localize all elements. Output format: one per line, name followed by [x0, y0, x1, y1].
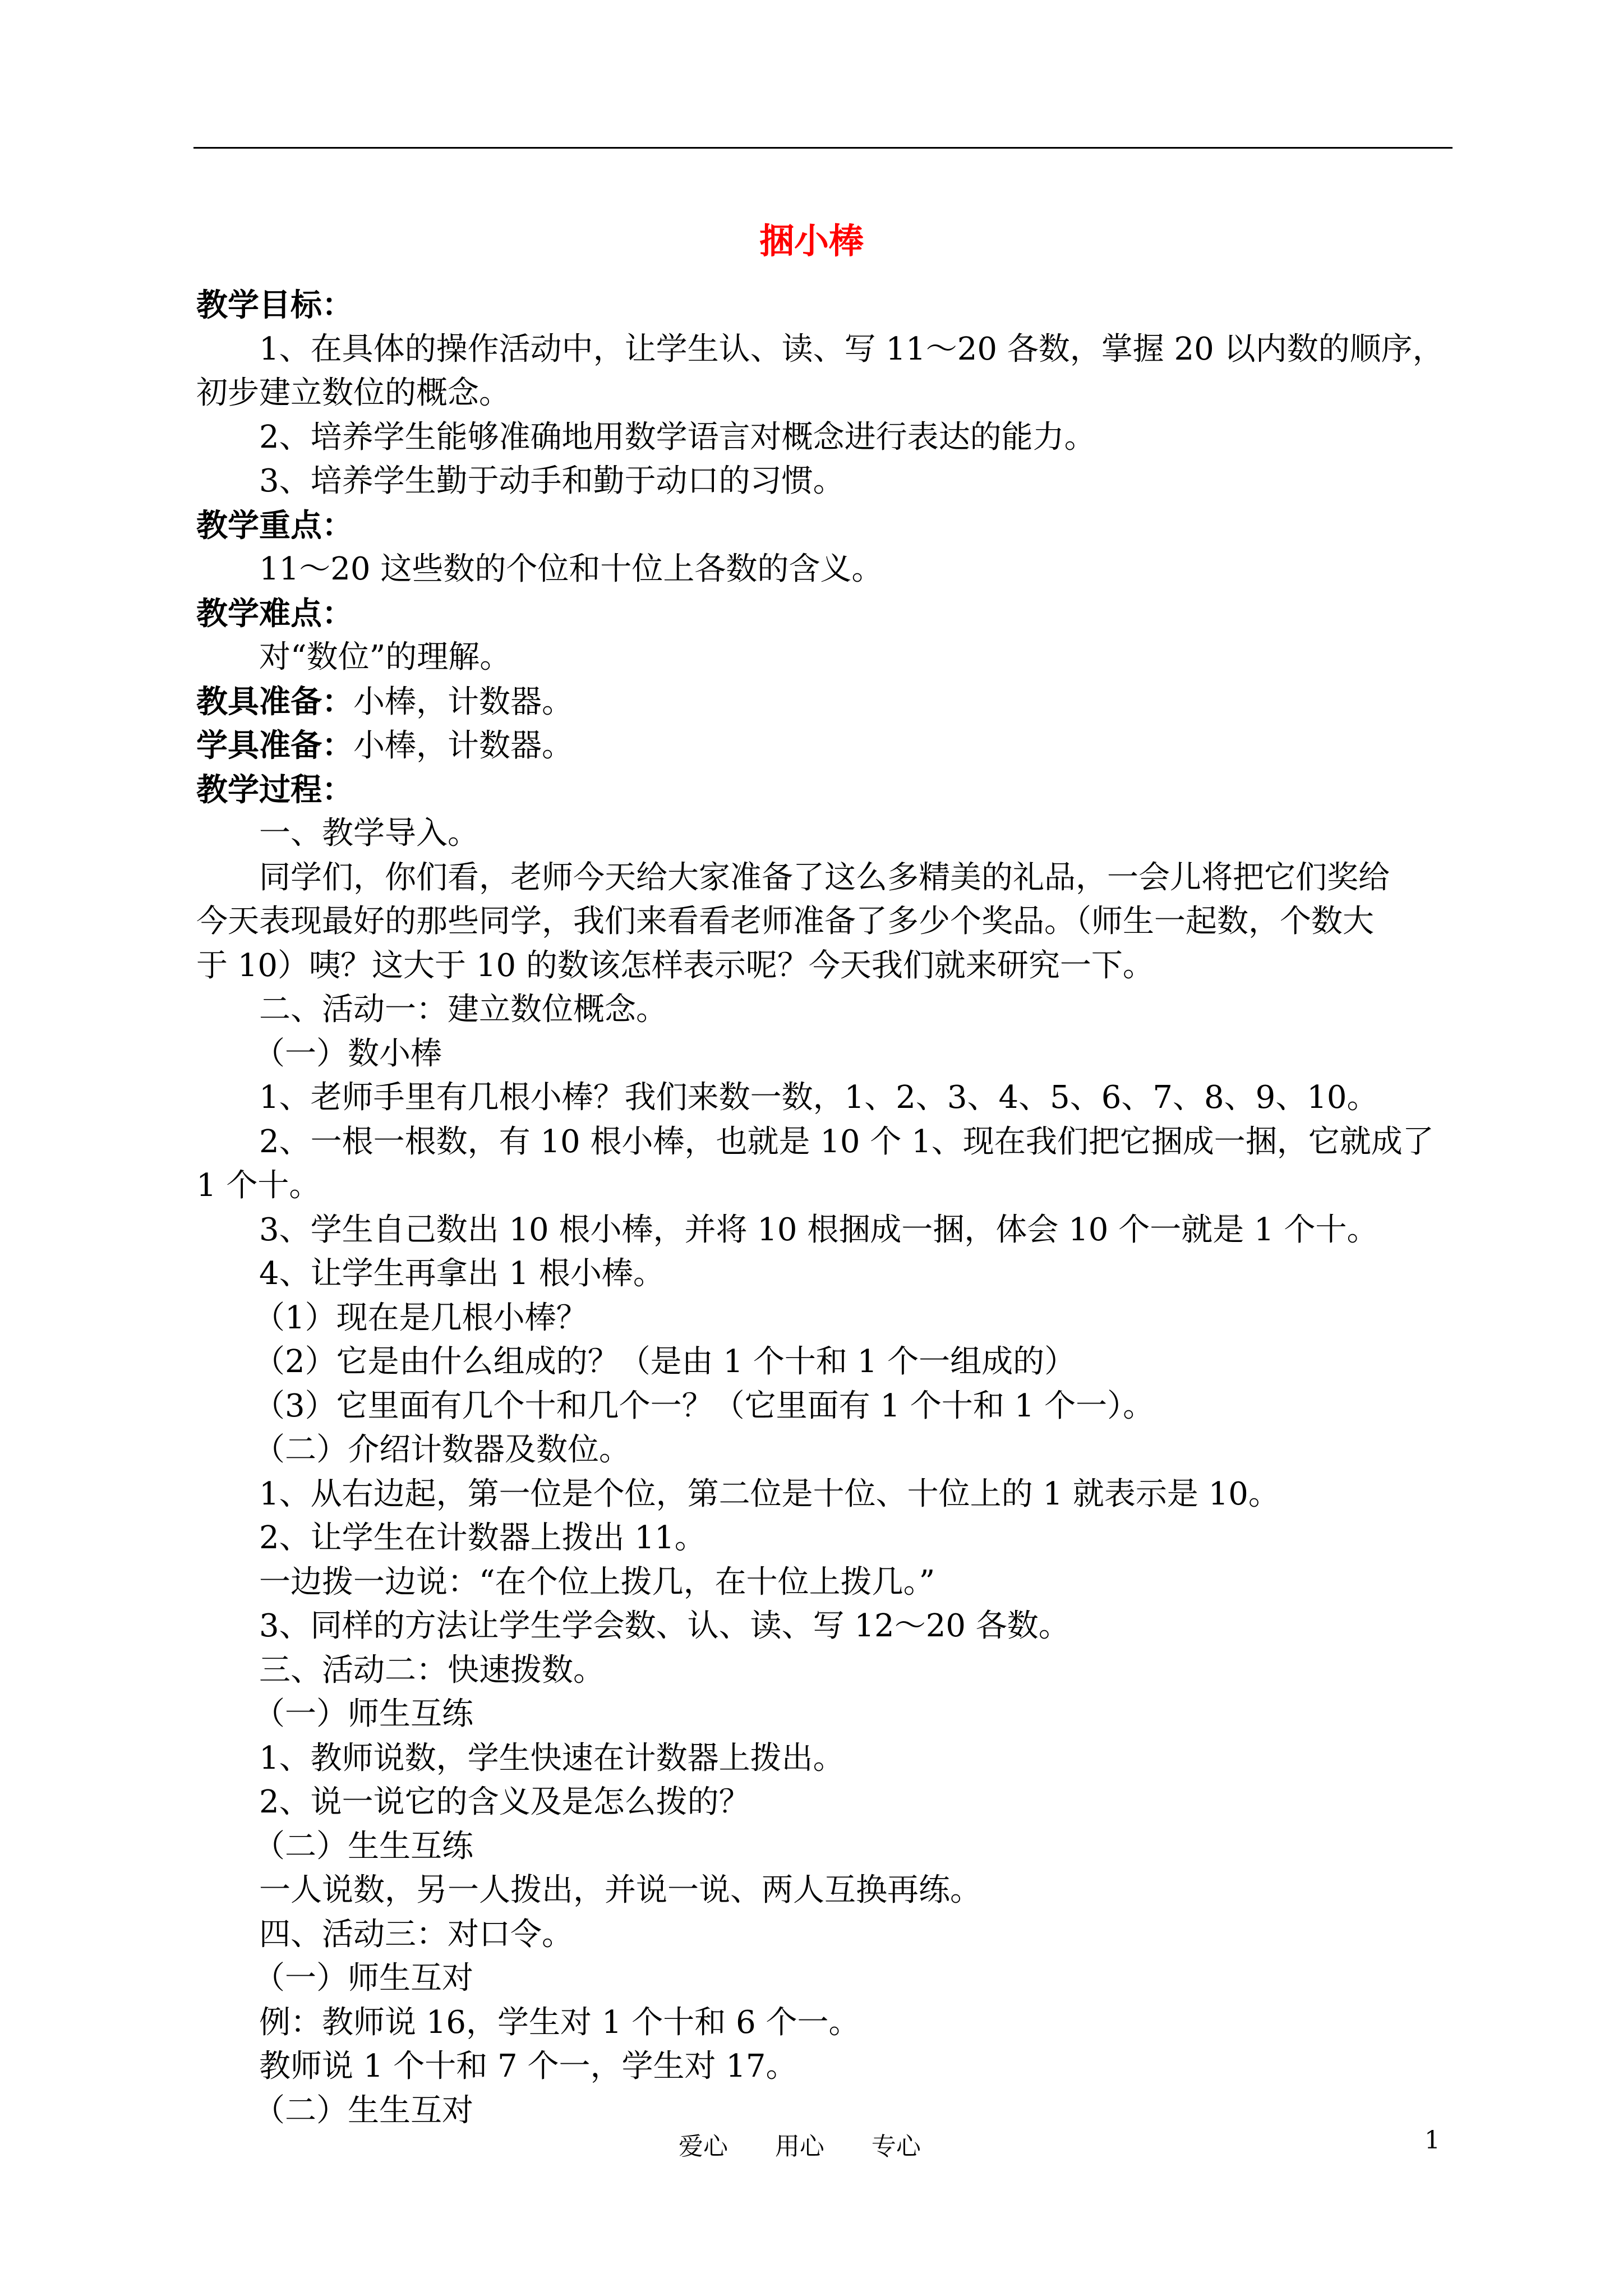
text-line [196, 724, 1453, 768]
text-line: 2、说一说它的含义及是怎么拨的？ [259, 1784, 750, 1820]
text-line: 一、教学导入。 [259, 815, 479, 852]
text-line: 1、在具体的操作活动中，让学生认、读、写 11～20 各数，掌握 20 以内数的顺序， [259, 330, 1444, 367]
text-line: 初步建立数位的概念。 [196, 375, 510, 411]
text-line: 一边拨一边说：“在个位上拨几，在十位上拨几。” [259, 1563, 935, 1600]
text-line: 2、培养学生能够准确地用数学语言对概念进行表达的能力。 [259, 418, 1096, 455]
text-line: 一人说数，另一人拨出，并说一说、两人互换再练。 [259, 1872, 981, 1908]
text-line: 教学重点： [196, 507, 353, 544]
text-line: 1、教师说数，学生快速在计数器上拨出。 [259, 1740, 845, 1777]
text-line: 教学过程： [196, 771, 353, 808]
text-line: 三、活动二：快速拨数。 [259, 1651, 605, 1688]
text-line: 例：教师说 16，学生对 1 个十和 6 个一。 [259, 2004, 860, 2041]
text-line: 3、同样的方法让学生学会数、认、读、写 12～20 各数。 [259, 1608, 1070, 1644]
line-text: 小棒，计数器。 [353, 728, 573, 764]
text-line: 2、让学生在计数器上拨出 11。 [259, 1520, 706, 1556]
text-line: 教学难点： [196, 595, 353, 632]
text-line: 教师说 1 个十和 7 个一，学生对 17。 [259, 2048, 797, 2085]
text-line: （2）它是由什么组成的？（是由 1 个十和 1 个一组成的） [253, 1343, 1076, 1380]
text-line: （二）生生互对 [253, 2092, 473, 2129]
line-heading: 学具准备： [196, 727, 353, 764]
line-heading: 教具准备： [196, 683, 353, 720]
document-title: 捆小棒 [759, 220, 864, 261]
text-line [196, 680, 1453, 724]
text-line: 同学们，你们看，老师今天给大家准备了这么多精美的礼品，一会儿将把它们奖给 [259, 859, 1390, 896]
text-line: （二）介绍计数器及数位。 [253, 1432, 630, 1468]
text-line: 四、活动三：对口令。 [259, 1916, 573, 1953]
text-line: 1 个十。 [196, 1167, 321, 1204]
text-line: 11～20 这些数的个位和十位上各数的含义。 [259, 551, 883, 587]
text-line: （1）现在是几根小棒？ [253, 1299, 588, 1336]
text-line: 今天表现最好的那些同学，我们来看看老师准备了多少个奖品。（师生一起数，个数大 [196, 903, 1374, 940]
text-line: （一）师生互练 [253, 1696, 473, 1732]
text-line: （一）师生互对 [253, 1960, 473, 1996]
text-line: 3、学生自己数出 10 根小棒，并将 10 根捆成一捆，体会 10 个一就是 1 个十。 [259, 1211, 1378, 1248]
text-line: 于 10）咦？这大于 10 的数该怎样表示呢？今天我们就来研究一下。 [196, 947, 1154, 984]
text-line: （3）它里面有几个十和几个一？（它里面有 1 个十和 1 个一）。 [253, 1387, 1155, 1424]
text-line: 4、让学生再拿出 1 根小棒。 [259, 1255, 665, 1292]
header-rule [193, 147, 1453, 149]
text-line: 1、从右边起，第一位是个位，第二位是十位、十位上的 1 就表示是 10。 [259, 1475, 1280, 1512]
text-line: 对“数位”的理解。 [259, 639, 511, 675]
text-line: （一）数小棒 [253, 1035, 442, 1072]
page-number: 1 [1424, 2126, 1440, 2155]
document-body [196, 283, 1453, 2133]
text-line: 3、培养学生勤于动手和勤于动口的习惯。 [259, 463, 845, 499]
text-line: 二、活动一：建立数位概念。 [259, 991, 667, 1028]
line-text: 小棒，计数器。 [353, 683, 573, 720]
text-line: 2、一根一根数，有 10 根小棒，也就是 10 个 1、现在我们把它捆成一捆，它就成了 [259, 1123, 1434, 1160]
text-line: （二）生生互练 [253, 1828, 473, 1865]
text-line: 教学目标： [196, 287, 353, 324]
text-line: 1、老师手里有几根小棒？我们来数一数，1、2、3、4、5、6、7、8、9、10。 [259, 1079, 1378, 1116]
footer-motto: 爱心 用心 专心 [679, 2132, 921, 2161]
